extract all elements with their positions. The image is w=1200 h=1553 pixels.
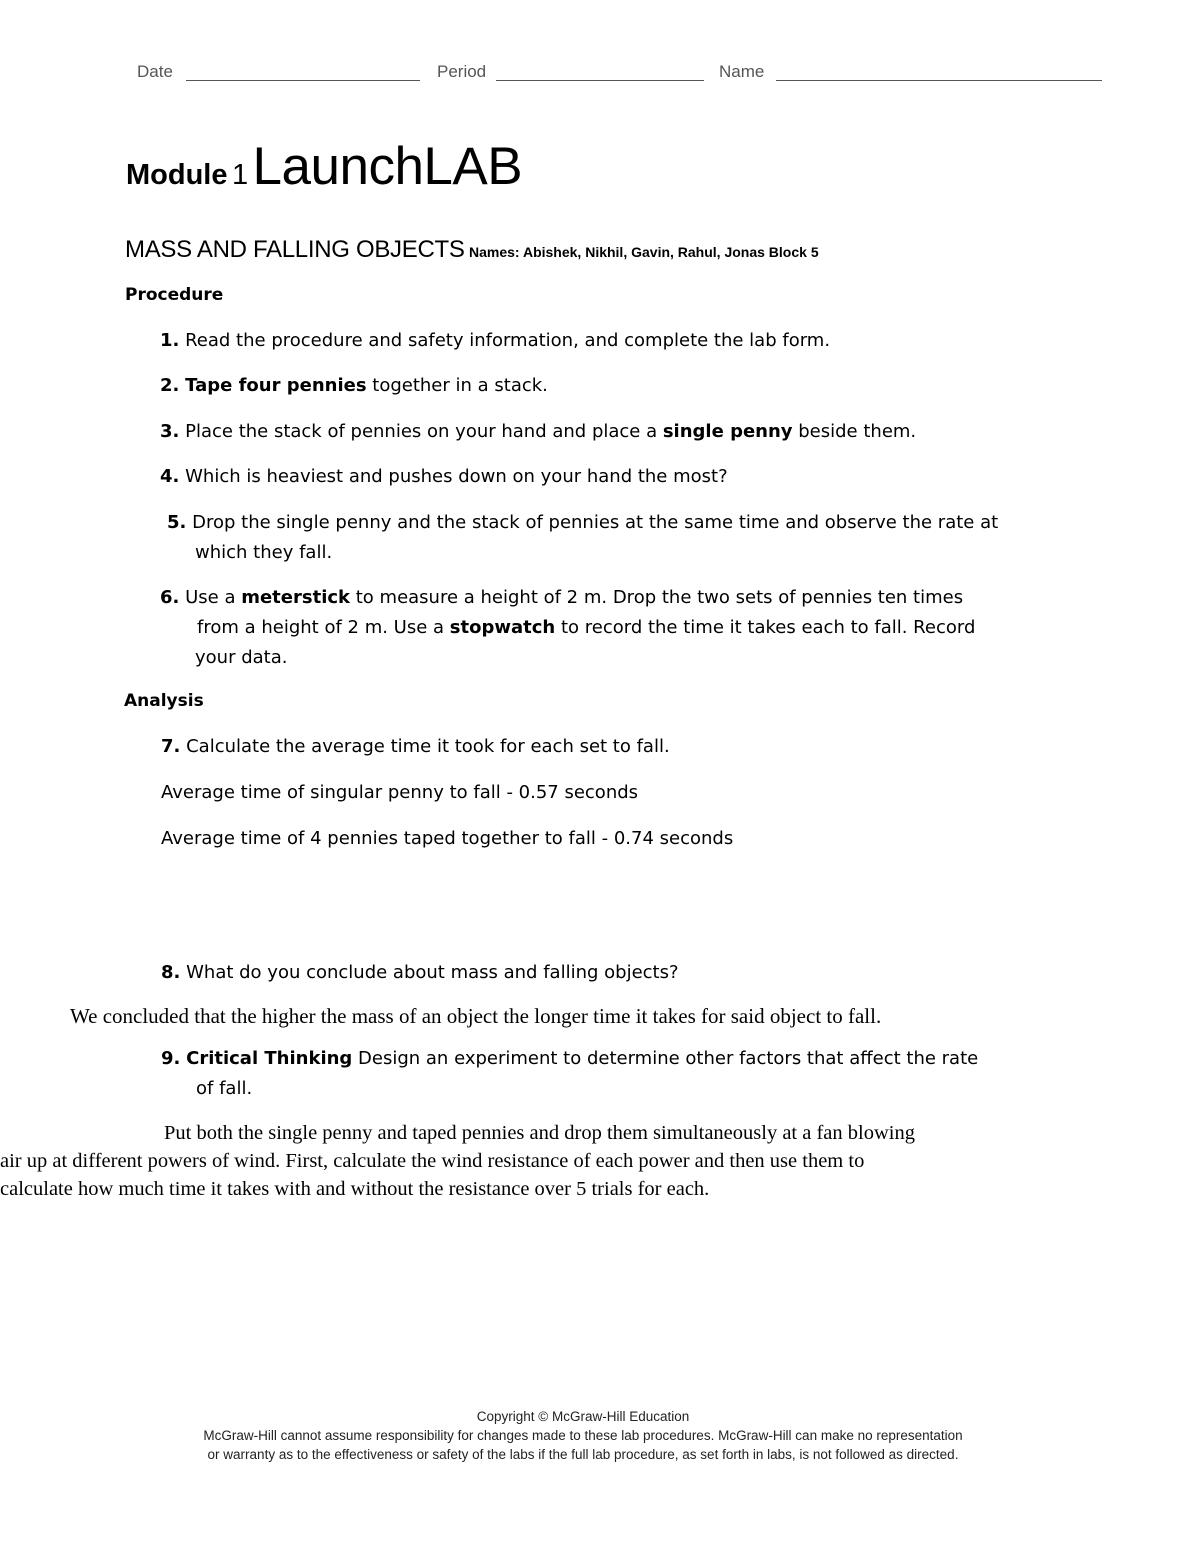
answer-9-line2: air up at different powers of wind. First, calculate the wind resistance of each power and then use them to (0, 1150, 865, 1172)
question-bold: Critical Thinking (186, 1048, 353, 1069)
footer-disclaimer-1: McGraw-Hill cannot assume responsibility for changes made to these lab procedures. McGraw-Hill can make no representation (203, 1428, 963, 1443)
name-field[interactable] (776, 80, 1102, 81)
group-names: Names: Abishek, Nikhil, Gavin, Rahul, Jonas Block 5 (469, 244, 819, 260)
step-text: Place the stack of pennies on your hand and place a (185, 421, 663, 442)
procedure-step-5-cont: which they fall. (195, 542, 333, 563)
module-number: 1 (231, 159, 249, 191)
question-9-cont: of fall. (196, 1078, 253, 1099)
answer-9-line1: Put both the single penny and taped pennies and drop them simultaneously at a fan blowing (164, 1122, 915, 1144)
procedure-step-4 (160, 462, 728, 492)
step-text: beside them. (792, 421, 917, 442)
answer-7b: Average time of 4 pennies taped together to fall - 0.74 seconds (161, 828, 734, 849)
module-word: Module (126, 159, 228, 191)
step-text: together in a stack. (366, 375, 548, 396)
step-bold: single penny (662, 421, 793, 442)
step-number: 5. (167, 512, 187, 533)
procedure-step-2 (160, 371, 548, 401)
procedure-step-5 (167, 508, 998, 538)
analysis-heading: Analysis (124, 691, 204, 711)
page-title (126, 136, 522, 197)
name-label: Name (719, 62, 765, 81)
procedure-step-6 (160, 583, 963, 613)
question-text: Design an experiment to determine other factors that affect the rate (352, 1048, 979, 1069)
period-label: Period (437, 62, 487, 81)
procedure-step-3 (160, 417, 916, 447)
date-label: Date (137, 62, 173, 81)
step-bold: stopwatch (449, 617, 556, 638)
procedure-step-1 (160, 326, 830, 356)
step-bold: Tape four pennies (185, 375, 367, 396)
subtitle-line (125, 236, 819, 264)
step-text: Which is heaviest and pushes down on your hand the most? (185, 466, 728, 487)
step-text: to measure a height of 2 m. Drop the two sets of pennies ten times (350, 587, 964, 608)
question-text: Calculate the average time it took for each set to fall. (186, 736, 670, 757)
answer-8: We concluded that the higher the mass of an object the longer time it takes for said object to fall. (70, 1004, 882, 1028)
step-text: from a height of 2 m. Use a (197, 617, 450, 638)
step-number: 4. (160, 466, 180, 487)
footer-disclaimer-2: or warranty as to the effectiveness or safety of the labs if the full lab procedure, as set forth in labs, is not followed as directed. (207, 1447, 959, 1462)
lab-subtitle: MASS AND FALLING OBJECTS (125, 236, 465, 263)
answer-9-line3: calculate how much time it takes with and without the resistance over 5 trials for each. (0, 1178, 710, 1200)
question-text: What do you conclude about mass and falling objects? (186, 962, 679, 983)
step-text: Read the procedure and safety information, and complete the lab form. (185, 330, 831, 351)
question-8 (161, 958, 679, 988)
question-number: 8. (161, 962, 181, 983)
procedure-step-6-cont2: your data. (195, 647, 288, 668)
step-number: 1. (160, 330, 180, 351)
step-number: 2. (160, 375, 180, 396)
step-bold: meterstick (241, 587, 351, 608)
step-text: to record the time it takes each to fall. Record (555, 617, 976, 638)
launchlab-title: LaunchLAB (252, 137, 523, 196)
step-text: Drop the single penny and the stack of pennies at the same time and observe the rate at (192, 512, 999, 533)
footer-copyright: Copyright © McGraw-Hill Education (476, 1409, 690, 1424)
step-text: Use a (185, 587, 242, 608)
answer-7a: Average time of singular penny to fall - 0.57 seconds (161, 782, 639, 803)
period-field[interactable] (496, 80, 704, 81)
date-field[interactable] (186, 80, 420, 81)
question-7 (161, 732, 670, 762)
question-number: 7. (161, 736, 181, 757)
step-number: 3. (160, 421, 180, 442)
step-number: 6. (160, 587, 180, 608)
question-9 (161, 1044, 978, 1074)
question-number: 9. (161, 1048, 181, 1069)
procedure-step-6-cont (197, 613, 975, 643)
procedure-heading: Procedure (125, 285, 224, 305)
